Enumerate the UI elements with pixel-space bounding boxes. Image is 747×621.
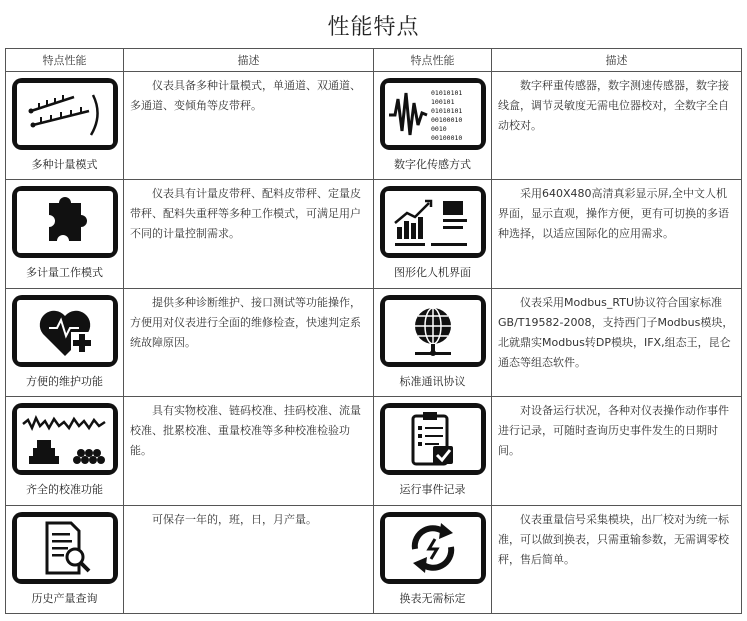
feature-cell	[6, 72, 124, 180]
feature-label: 数字化传感方式	[394, 158, 471, 171]
table-row	[6, 397, 742, 505]
page-title: 性能特点	[327, 15, 420, 40]
feature-label: 多计量工作模式	[26, 266, 103, 280]
heart-plus-icon	[12, 295, 118, 367]
feature-cell	[374, 180, 492, 288]
header-feature: 特点性能	[374, 49, 492, 72]
document-search-icon	[12, 512, 118, 584]
belt-scale-icon	[12, 78, 118, 150]
feature-label: 方便的维护功能	[26, 374, 103, 388]
weights-calibration-icon	[12, 403, 118, 475]
feature-cell	[374, 72, 492, 180]
table-row	[6, 288, 742, 396]
feature-label: 多种计量模式	[31, 158, 98, 171]
swap-arrows-icon	[380, 512, 486, 584]
feature-description: 采用640X480高清真彩显示屏,全中文人机界面，显示直观，操作方便，更有可切换的多语种选择，以适应国际化的应用需求。	[492, 180, 742, 288]
binary-line: 01010101	[430, 107, 462, 115]
feature-description: 数字秤重传感器，数字测速传感器，数字接线盒，调节灵敏度无需电位器校对，全数字全自动校对。	[492, 72, 742, 180]
feature-description: 仪表具备多种计量模式，单通道、双通道、多通道、变倾角等皮带秤。	[124, 72, 374, 180]
header-desc: 描述	[124, 49, 374, 72]
header-row	[6, 49, 742, 72]
feature-cell	[6, 180, 124, 288]
feature-label: 标准通讯协议	[399, 374, 466, 388]
binary-line: 00100010	[430, 116, 462, 124]
feature-description: 仪表采用Modbus_RTU协议符合国家标准GB/T19582-2008，支持西门子Modbus模块，北就鼎实Modbus转DP模块，IFX,组态王，昆仑通态等组态软件。	[492, 288, 742, 396]
feature-label: 齐全的校准功能	[26, 483, 103, 497]
feature-label: 历史产量查询	[31, 591, 98, 605]
feature-cell	[374, 505, 492, 613]
feature-description: 仪表重量信号采集模块，出厂校对为统一标准，可以做到换表，只需重输参数，无需调零校秤，售后简单。	[492, 505, 742, 613]
chart-display-icon	[380, 186, 486, 258]
binary-line: 01010101	[430, 89, 462, 97]
feature-cell	[6, 397, 124, 505]
binary-line: 100101	[430, 98, 454, 106]
binary-line: 0010	[430, 125, 447, 133]
puzzle-piece-icon	[12, 186, 118, 258]
feature-label: 运行事件记录	[399, 483, 466, 497]
feature-description: 可保存一年的，班，日，月产量。	[124, 505, 374, 613]
feature-description: 仪表具有计量皮带秤、配料皮带秤、定量皮带秤、配料失重秤等多种工作模式，可满足用户不同的计量控制需求。	[124, 180, 374, 288]
table-row	[6, 505, 742, 613]
header-feature: 特点性能	[6, 49, 124, 72]
feature-description: 提供多种诊断维护、接口测试等功能操作，方便用对仪表进行全面的维修检查，快速判定系统故障原因。	[124, 288, 374, 396]
table-row	[6, 180, 742, 288]
feature-label: 换表无需标定	[399, 591, 466, 605]
feature-label: 图形化人机界面	[394, 266, 471, 280]
network-globe-icon	[380, 295, 486, 367]
header-desc: 描述	[492, 49, 742, 72]
feature-cell	[374, 397, 492, 505]
feature-description: 对设备运行状况，各种对仪表操作动作事件进行记录，可随时查询历史事件发生的日期时间。	[492, 397, 742, 505]
feature-table	[5, 48, 742, 614]
feature-cell	[374, 288, 492, 396]
feature-cell	[6, 505, 124, 613]
table-row	[6, 72, 742, 180]
feature-description: 具有实物校准、链码校准、挂码校准、流量校准、批累校准、重量校准等多种校准检验功能。	[124, 397, 374, 505]
binary-line: 00100010	[430, 134, 462, 142]
clipboard-check-icon	[380, 403, 486, 475]
digital-wave-icon	[380, 78, 486, 150]
feature-cell	[6, 288, 124, 396]
